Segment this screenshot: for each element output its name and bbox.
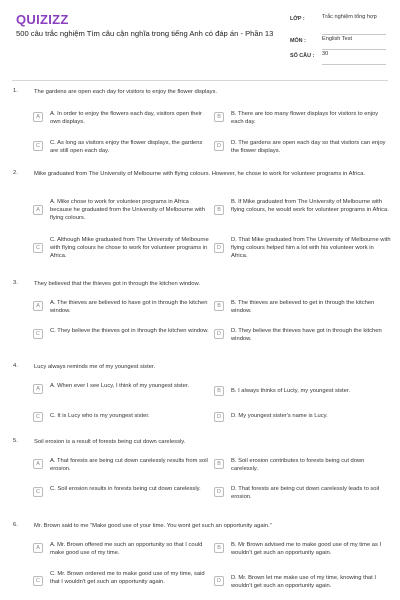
option-checkbox[interactable]: C [33, 243, 43, 253]
option-text: A. That forests are being cut down carelessly results from soil erosion. [50, 458, 208, 472]
option-text: B. Mr Brown advised me to make good use of my time as I wouldn't get such an opportunity again. [231, 542, 382, 556]
meta-label: LỚP : [290, 16, 305, 22]
option-text: D. The gardens are open each day so that visitors can enjoy the flower displays. [231, 140, 386, 154]
option-checkbox[interactable]: D [214, 412, 224, 422]
option-checkbox[interactable]: B [214, 112, 224, 122]
option-checkbox[interactable]: A [33, 459, 43, 469]
option-checkbox[interactable]: D [214, 141, 224, 151]
option-checkbox[interactable]: A [33, 205, 43, 215]
option-text: A. Mr. Brown offered me such an opportunity so that I could make good use of my time. [50, 542, 203, 556]
option-checkbox[interactable]: C [33, 141, 43, 151]
option-text: C. Soil erosion results in forests being cut down carelessly. [50, 486, 201, 492]
meta-value: Trắc nghiệm tổng hợp [322, 14, 377, 20]
page-header [0, 0, 400, 76]
question-number: 4. [13, 363, 18, 369]
option-checkbox[interactable]: B [214, 459, 224, 469]
option-checkbox[interactable]: C [33, 329, 43, 339]
option-text: B. The thieves are believed to get in through the kitchen window. [231, 300, 375, 314]
option-text: D. Mr. Brown let me make use of my time, knowing that I wouldn't get such an opportunity again. [231, 575, 376, 589]
option-checkbox[interactable]: D [214, 243, 224, 253]
meta-panel [290, 14, 390, 66]
option-checkbox[interactable]: A [33, 384, 43, 394]
option-checkbox[interactable]: D [214, 487, 224, 497]
option-text: C. It is Lucy who is my youngest sister. [50, 413, 150, 419]
meta-row-count [290, 51, 390, 66]
question-text: Soil erosion is a result of forests being cut down carelessly. [34, 439, 186, 445]
option-text: C. Mr. Brown ordered me to make good use of my time, said that I wouldn't get such an opportunity again. [50, 571, 205, 585]
option-checkbox[interactable]: B [214, 543, 224, 553]
option-text: B. I always thinks of Lucty, my youngest sister. [231, 388, 351, 394]
quizizz-logo: QUIZIZZ [16, 12, 69, 27]
meta-underline [322, 34, 386, 35]
meta-row-class [290, 14, 390, 36]
option-checkbox[interactable]: B [214, 386, 224, 396]
option-checkbox[interactable]: B [214, 301, 224, 311]
option-checkbox[interactable]: D [214, 576, 224, 586]
option-checkbox[interactable]: C [33, 576, 43, 586]
question-text: Mike graduated from The University of Melbourne with flying colours. However, he chose to work for volunteer programs in Africa. [34, 171, 366, 177]
question-text: Mr. Brown said to me "Make good use of your time. You wont get such an opportunity again." [34, 523, 272, 529]
option-text: A. When ever I see Lucy, I think of my youngest sister. [50, 383, 190, 389]
option-checkbox[interactable]: C [33, 487, 43, 497]
option-text: A. The thieves are believed to have got in through the kitchen window. [50, 300, 208, 314]
question-text: They believed that the thieves got in through the kitchen window. [34, 281, 200, 287]
option-checkbox[interactable]: C [33, 412, 43, 422]
option-text: A. In order to enjoy the flowers each day, visitors open their own displays. [50, 111, 202, 125]
meta-underline [322, 49, 386, 50]
option-text: B. Soil erosion contributes to forests being cut down carelessly. [231, 458, 365, 472]
option-checkbox[interactable]: A [33, 112, 43, 122]
option-text: A. Mike chose to work for volunteer programs in Africa because he graduated from the University of Melbourne with flying colours. [50, 199, 205, 221]
meta-value: 30 [322, 51, 329, 57]
option-text: D. That forests are being cut down carelessly leads to soil erosion. [231, 486, 380, 500]
document-title: 500 câu trắc nghiệm Tìm câu cận nghĩa trong tiếng Anh có đáp án - Phần 13 [16, 29, 274, 38]
question-text: Lucy always reminds me of my youngest sister. [34, 364, 156, 370]
meta-label: SỐ CÂU : [290, 53, 315, 59]
option-text: B. There are too many flower displays for visitors to enjoy each day. [231, 111, 379, 125]
question-number: 1. [13, 88, 18, 94]
option-text: D. They believe the thieves have got in through the kitchen window. [231, 328, 382, 342]
option-text: C. They believe the thieves got in through the kitchen window. [50, 328, 209, 334]
question-number: 2. [13, 170, 18, 176]
option-text: D. My youngest sister's name is Lucy. [231, 413, 328, 419]
option-checkbox[interactable]: A [33, 543, 43, 553]
option-checkbox[interactable]: D [214, 329, 224, 339]
question-number: 5. [13, 438, 18, 444]
meta-label: MÔN : [290, 38, 306, 44]
option-checkbox[interactable]: B [214, 205, 224, 215]
meta-row-subject [290, 36, 390, 51]
meta-underline [322, 64, 386, 65]
question-text: The gardens are open each day for visitors to enjoy the flower displays. [34, 89, 218, 95]
question-number: 3. [13, 280, 18, 286]
header-divider [12, 80, 388, 81]
question-number: 6. [13, 522, 18, 528]
meta-value: English Test [322, 36, 353, 42]
option-text: C. Although Mike graduated from The University of Melbourne with flying colours he chose to work for volunteer programs in Africa. [50, 237, 209, 259]
option-checkbox[interactable]: A [33, 301, 43, 311]
option-text: D. That Mike graduated from The University of Melbourne with flying colours helped him a lot with his volunteer work in Africa. [231, 237, 391, 259]
option-text: B. If Mike graduated from The University of Melbourne with flying colours, he would work for volunteer programs in Africa. [231, 199, 389, 213]
option-text: C. As long as visitors enjoy the flower displays, the gardens are still open each day. [50, 140, 203, 154]
